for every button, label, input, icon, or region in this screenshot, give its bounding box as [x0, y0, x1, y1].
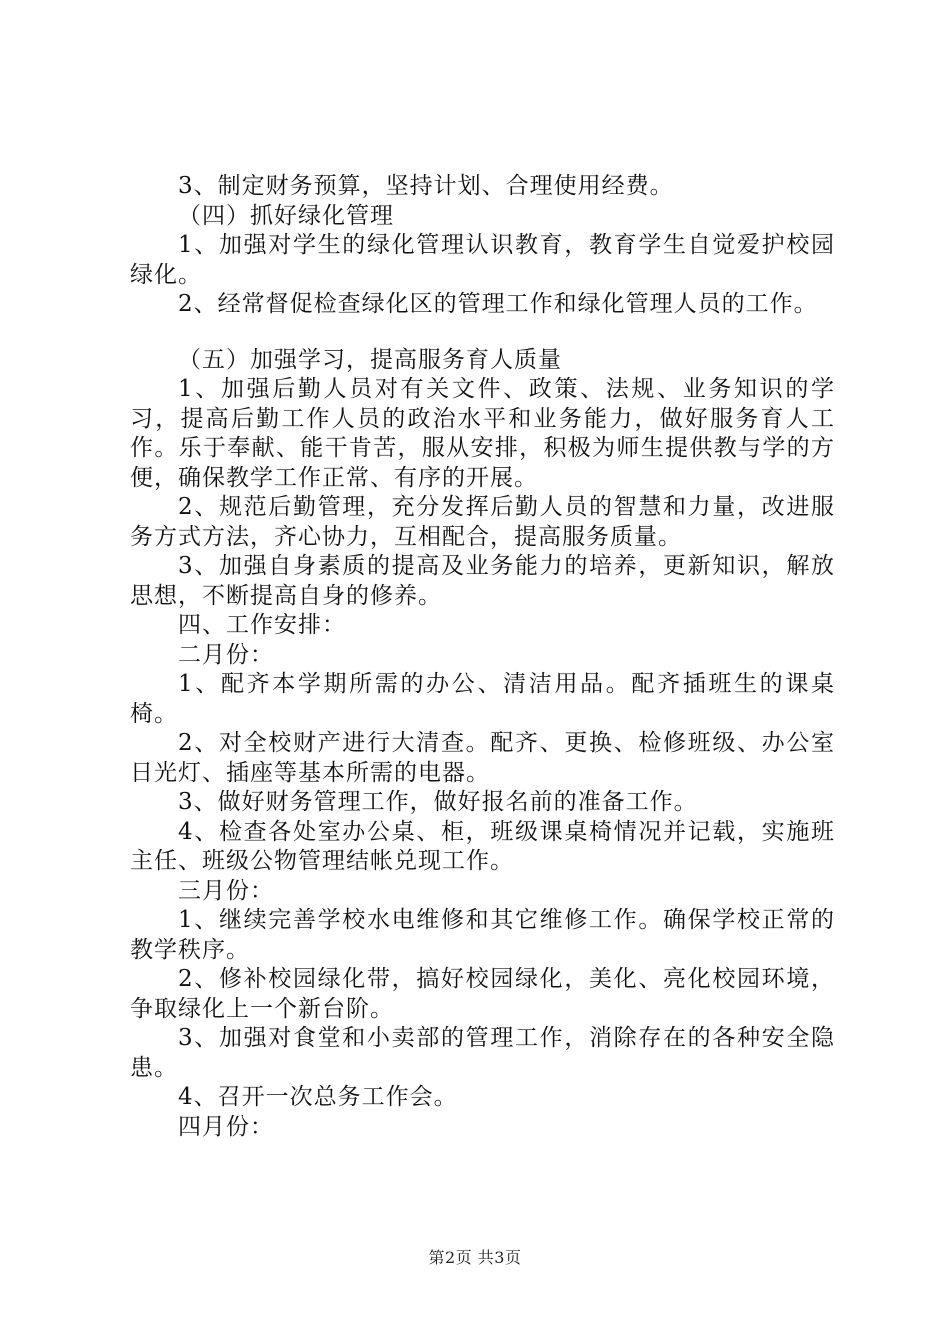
document-body: [130, 172, 835, 1142]
month-heading-february: 二月份：: [178, 641, 274, 668]
paragraph-feb-2: 2、对全校财产进行大清查。配齐、更换、检修班级、办公室日光灯、插座等基本所需的电器。: [130, 730, 835, 786]
paragraph-mar-1: 1、继续完善学校水电维修和其它维修工作。确保学校正常的教学秩序。: [130, 907, 835, 963]
section-heading-study: （五）加强学习，提高服务育人质量: [178, 346, 562, 373]
paragraph-study-3: 3、加强自身素质的提高及业务能力的培养，更新知识，解放思想，不断提高自身的修养。: [130, 553, 835, 609]
paragraph-feb-3: 3、做好财务管理工作，做好报名前的准备工作。: [178, 789, 698, 815]
paragraph-study-2: 2、规范后勤管理，充分发挥后勤人员的智慧和力量，改进服务方式方法，齐心协力，互相配合，提高服务质量。: [130, 494, 835, 550]
paragraph-greening-education: 1、加强对学生的绿化管理认识教育，教育学生自觉爱护校园绿化。: [130, 232, 835, 288]
month-heading-march: 三月份：: [178, 877, 274, 904]
paragraph-spacer: [130, 320, 835, 346]
paragraph-budget: 3、制定财务预算，坚持计划、合理使用经费。: [178, 173, 674, 199]
paragraph-mar-3: 3、加强对食堂和小卖部的管理工作，消除存在的各种安全隐患。: [130, 1025, 835, 1081]
paragraph-feb-4: 4、检查各处室办公桌、柜，班级课桌椅情况并记载，实施班主任、班级公物管理结帐兑现工作。: [130, 818, 835, 874]
paragraph-mar-4: 4、召开一次总务工作会。: [178, 1084, 458, 1110]
paragraph-mar-2: 2、修补校园绿化带，搞好校园绿化，美化、亮化校园环境，争取绿化上一个新台阶。: [130, 966, 835, 1022]
paragraph-feb-1: 1、配齐本学期所需的办公、清洁用品。配齐插班生的课桌椅。: [130, 671, 835, 727]
month-heading-april: 四月份：: [178, 1113, 274, 1140]
page-number-footer: 第2页 共3页: [428, 1248, 522, 1267]
paragraph-greening-inspection: 2、经常督促检查绿化区的管理工作和绿化管理人员的工作。: [178, 291, 818, 317]
paragraph-study-1: 1、加强后勤人员对有关文件、政策、法规、业务知识的学习，提高后勤工作人员的政治水平和业务能力，做好服务育人工作。乐于奉献、能干肯苦，服从安排，积极为师生提供教与学的方便，确保教学工作正常、有序的开展。: [130, 376, 835, 491]
section-heading-greening: （四）抓好绿化管理: [178, 202, 394, 229]
section-heading-schedule: 四、工作安排：: [178, 612, 346, 638]
